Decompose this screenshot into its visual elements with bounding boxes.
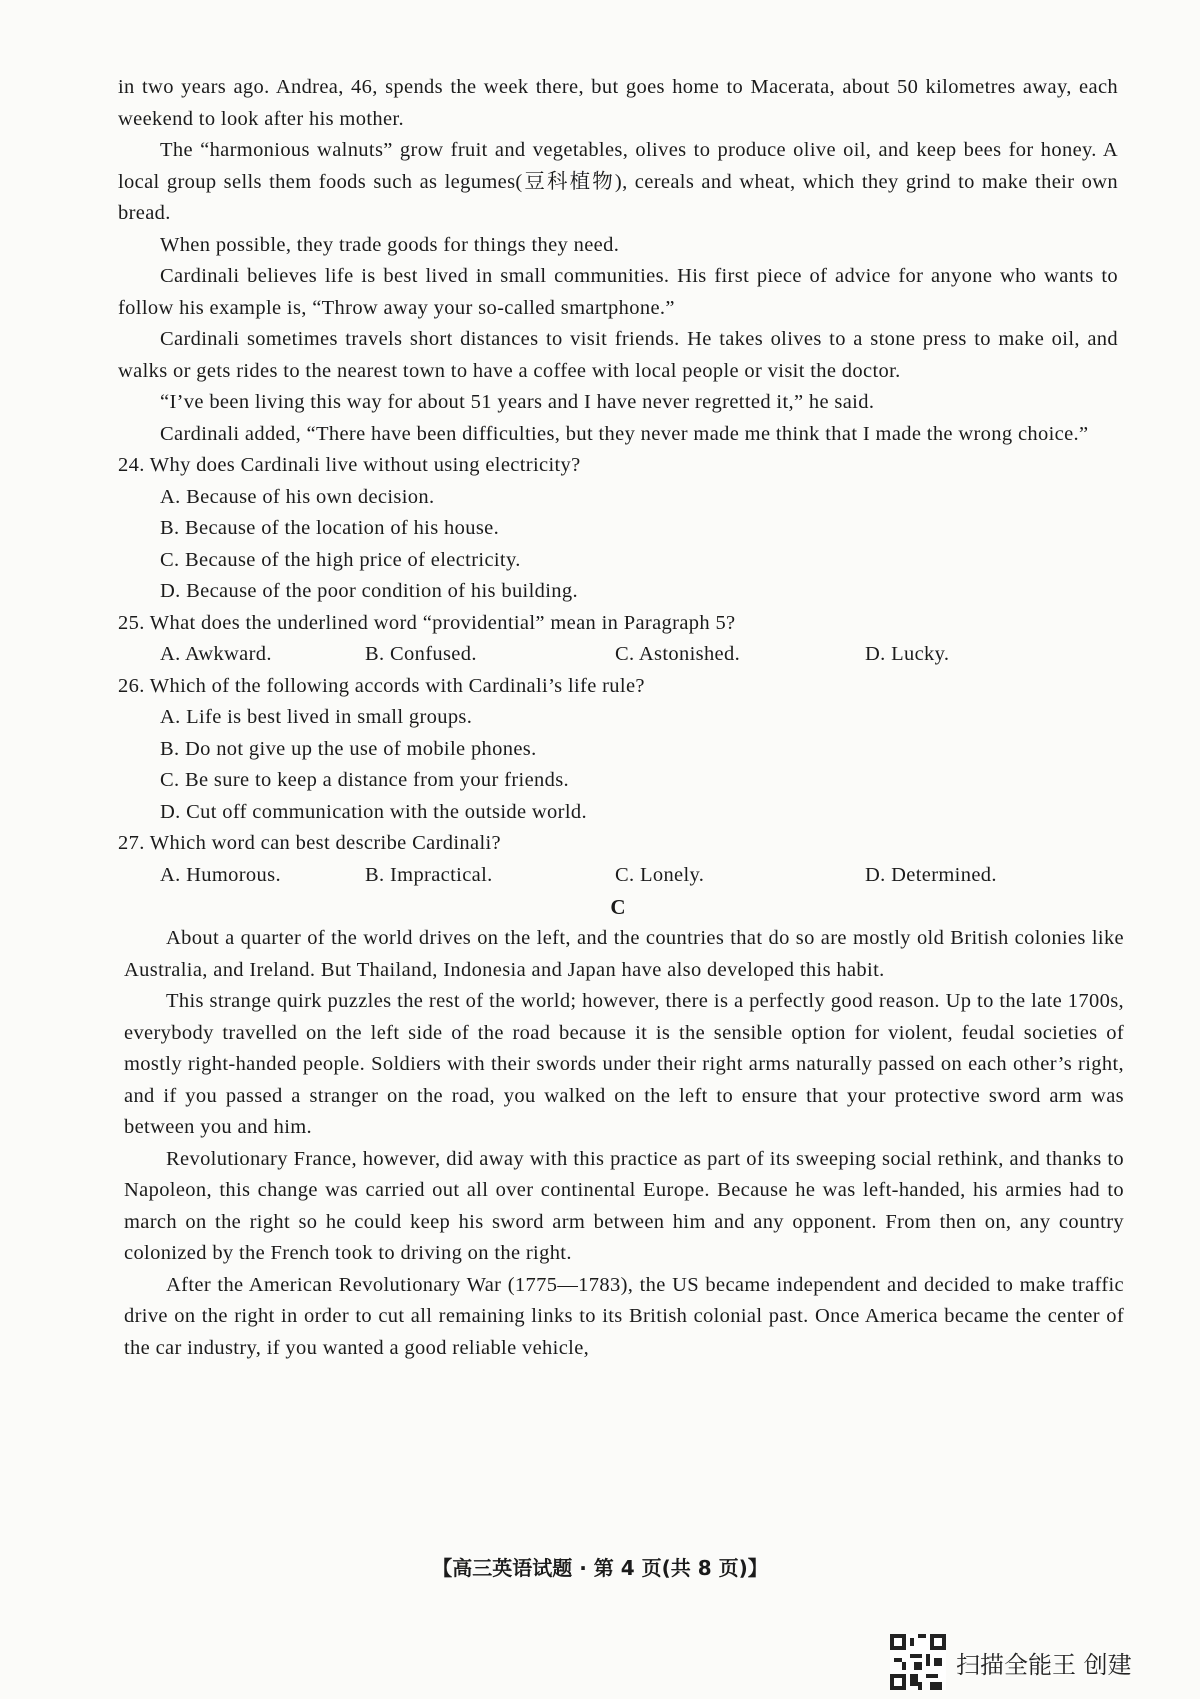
scanner-label: 扫描全能王 创建 bbox=[956, 1650, 1132, 1679]
passage-paragraph: This strange quirk puzzles the rest of the world; however, there is a perfectly good reason. Up to the late 1700s, everybody travelled on the left side of the road because it is the sensible option for violent, feudal societies of mostly right-handed people. Soldiers with their swords under their right arms naturally passed on each other’s right, and if you passed a stranger on the road, you walked on the left to ensure that your protective sword arm was between you and him. bbox=[124, 990, 1124, 1138]
option-a: A. Awkward. bbox=[160, 643, 272, 665]
passage-paragraph: Cardinali added, “There have been difficulties, but they never made me think that I made the wrong choice.” bbox=[160, 422, 1089, 445]
option-c: C. Be sure to keep a distance from your friends. bbox=[160, 769, 570, 791]
passage-paragraph: About a quarter of the world drives on the left, and the countries that do so are mostly old British colonies like Australia, and Ireland. But Thailand, Indonesia and Japan have also developed this habit. bbox=[124, 927, 1124, 981]
option-c: C. Astonished. bbox=[615, 643, 741, 665]
option-b: B. Because of the location of his house. bbox=[160, 517, 500, 539]
question-25 bbox=[118, 608, 1118, 671]
option-b: B. Confused. bbox=[365, 643, 477, 665]
scanner-watermark bbox=[890, 1634, 1132, 1690]
option-d: D. Lucky. bbox=[865, 643, 950, 665]
question-stem: 26. Which of the following accords with Cardinali’s life rule? bbox=[118, 674, 645, 697]
options-row bbox=[118, 860, 1118, 892]
passage-paragraph: After the American Revolutionary War (1775—1783), the US became independent and decided to make traffic drive on the right in order to cut all remaining links to its British colonial past. Once America became the center of the car industry, if you wanted a good reliable vehicle, bbox=[124, 1273, 1124, 1359]
passage-paragraph: When possible, they trade goods for things they need. bbox=[160, 233, 620, 256]
passage-paragraph: “I’ve been living this way for about 51 years and I have never regretted it,” he said. bbox=[160, 391, 875, 413]
question-stem: 27. Which word can best describe Cardinali? bbox=[118, 832, 501, 854]
passage-c bbox=[118, 923, 1124, 1364]
option-c: C. Lonely. bbox=[615, 863, 705, 886]
option-b: B. Do not give up the use of mobile phones. bbox=[160, 737, 537, 760]
option-b: B. Impractical. bbox=[365, 863, 493, 886]
option-a: A. Because of his own decision. bbox=[160, 485, 435, 508]
exam-page bbox=[118, 72, 1124, 1364]
option-a: A. Life is best lived in small groups. bbox=[160, 706, 473, 728]
question-24 bbox=[118, 450, 1118, 608]
passage-paragraph: in two years ago. Andrea, 46, spends the week there, but goes home to Macerata, about 50 kilometres away, each weekend to look after his mother. bbox=[118, 76, 1118, 130]
qr-code-icon bbox=[890, 1634, 946, 1690]
option-d: D. Cut off communication with the outside world. bbox=[160, 800, 587, 823]
question-stem: 24. Why does Cardinali live without using electricity? bbox=[118, 454, 581, 476]
option-a: A. Humorous. bbox=[160, 863, 281, 886]
passage-paragraph: Revolutionary France, however, did away with this practice as part of its sweeping social rethink, and thanks to Napoleon, this change was carried out all over continental Europe. Because he was left-handed, his armies had to march on the right so he could keep his sword arm between him and any opponent. From then on, any country colonized by the French took to driving on the right. bbox=[124, 1147, 1124, 1264]
section-heading: C bbox=[610, 895, 626, 919]
passage-paragraph: The “harmonious walnuts” grow fruit and vegetables, olives to produce olive oil, and keep bees for honey. A local group sells them foods such as legumes(豆科植物), cereals and wheat, which they grind to make their own bread. bbox=[118, 139, 1118, 224]
option-c: C. Because of the high price of electricity. bbox=[160, 548, 521, 571]
options-row bbox=[118, 639, 1118, 671]
question-26 bbox=[118, 671, 1118, 829]
question-27 bbox=[118, 828, 1118, 891]
passage-b bbox=[118, 72, 1118, 450]
option-d: D. Determined. bbox=[865, 863, 997, 886]
passage-paragraph: Cardinali sometimes travels short distances to visit friends. He takes olives to a stone press to make oil, and walks or gets rides to the nearest town to have a coffee with local people or visit the doctor. bbox=[118, 328, 1118, 382]
option-d: D. Because of the poor condition of his building. bbox=[160, 580, 578, 602]
page-footer: 【高三英语试题 · 第 4 页(共 8 页)】 bbox=[432, 1556, 768, 1580]
question-stem: 25. What does the underlined word “providential” mean in Paragraph 5? bbox=[118, 611, 736, 634]
passage-paragraph: Cardinali believes life is best lived in small communities. His first piece of advice for anyone who wants to follow his example is, “Throw away your so-called smartphone.” bbox=[118, 265, 1118, 319]
